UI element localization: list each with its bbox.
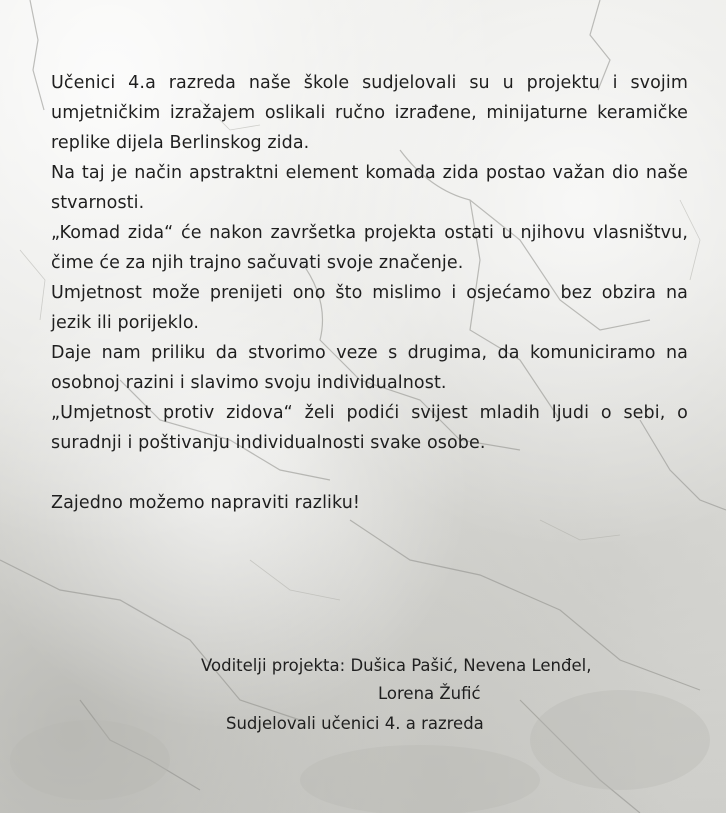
paragraph-project-intro: Učenici 4.a razreda naše škole sudjelovali su u projektu i svojim umjetničkim izražajem oslikali ručno izrađene, minijaturne keramičke replike dijela Berlinskog zida. bbox=[51, 73, 688, 153]
project-leaders-line1: Voditelji projekta: Dušica Pašić, Nevena Lenđel, bbox=[201, 656, 592, 675]
paragraph-wall-reality: Na taj je način apstraktni element komada zida postao važan dio naše stvarnosti. bbox=[51, 163, 688, 213]
paragraph-project-goal: „Umjetnost protiv zidova“ želi podići svijest mladih ljudi o sebi, o suradnji i poštivanju individualnosti svake osobe. bbox=[51, 403, 688, 453]
article-body bbox=[51, 68, 688, 518]
participants-line: Sudjelovali učenici 4. a razreda bbox=[226, 714, 484, 733]
paragraph-connections: Daje nam priliku da stvorimo veze s drugima, da komuniciramo na osobnoj razini i slavimo svoju individualnost. bbox=[51, 343, 688, 393]
paragraph-art-language: Umjetnost može prenijeti ono što mislimo i osjećamo bez obzira na jezik ili porijeklo. bbox=[51, 283, 688, 333]
project-leaders-line2: Lorena Žufić bbox=[378, 684, 481, 703]
paragraph-wall-ownership: „Komad zida“ će nakon završetka projekta ostati u njihovu vlasništvu, čime će za njih trajno sačuvati svoje značenje. bbox=[51, 223, 688, 273]
slogan: Zajedno možemo napraviti razliku! bbox=[51, 493, 361, 513]
